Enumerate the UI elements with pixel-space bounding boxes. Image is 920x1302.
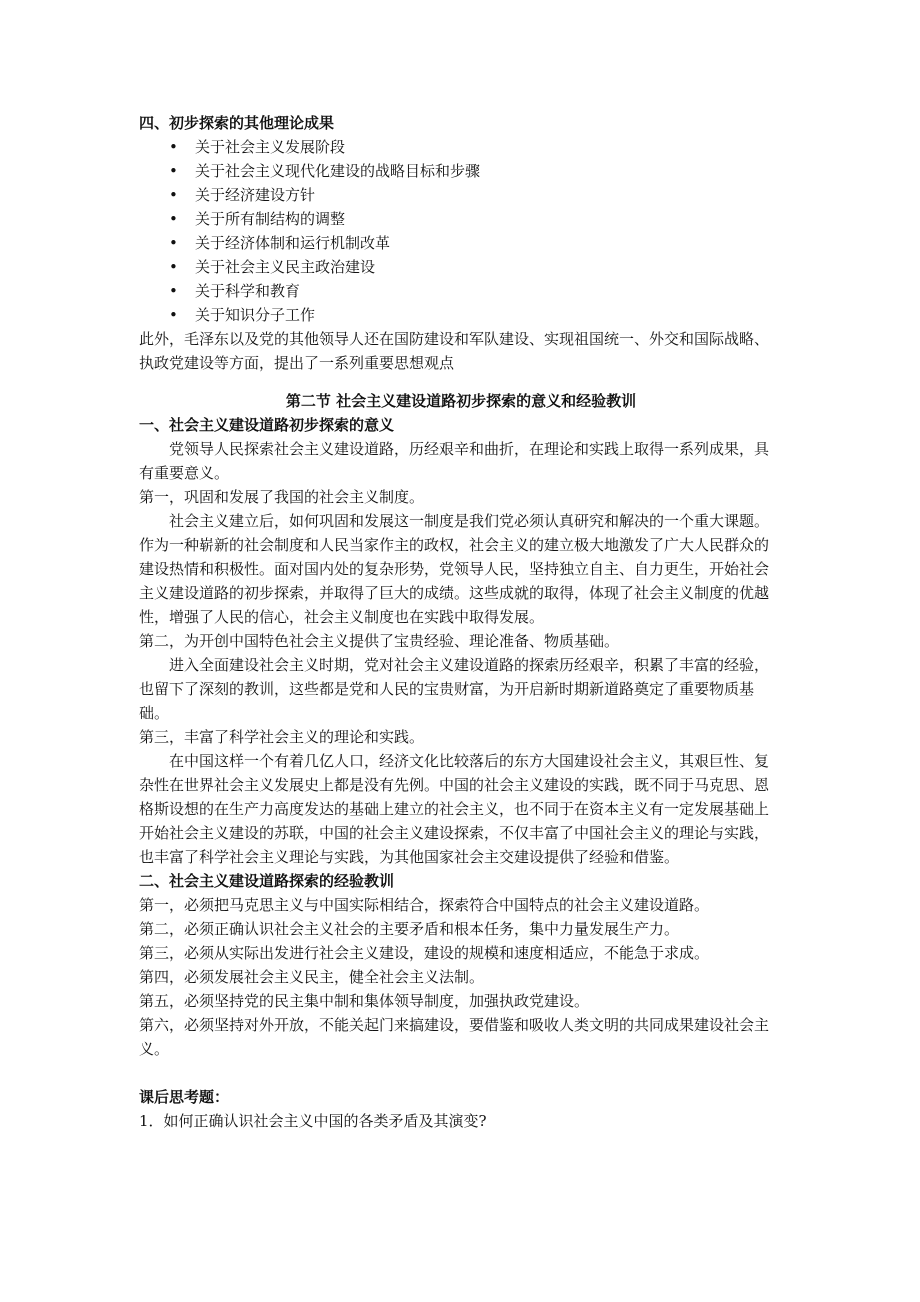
document-page (139, 111, 783, 1133)
lesson-item: 第六，必须坚持对外开放，不能关起门来搞建设，要借鉴和吸收人类文明的共同成果建设社会主义。 (139, 1016, 770, 1058)
list-item: • 关于经济体制和运行机制改革 (139, 231, 783, 255)
list-item: • 关于社会主义发展阶段 (139, 135, 783, 159)
lesson-item: 第二，必须正确认识社会主义社会的主要矛盾和根本任务，集中力量发展生产力。 (139, 920, 680, 938)
bullet-icon: • (169, 258, 178, 276)
lesson-item: 第一，必须把马克思主义与中国实际相结合，探索符合中国特点的社会主义建设道路。 (139, 896, 710, 914)
section-closing-paragraph: 此外，毛泽东以及党的其他领导人还在国防建设和军队建设、实现祖国统一、外交和国际战略、执政党建设等方面，提出了一系列重要思想观点 (139, 330, 770, 372)
point3-body: 在中国这样一个有着几亿人口，经济文化比较落后的东方大国建设社会主义，其艰巨性、复杂性在世界社会主义发展史上都是没有先例。中国的社会主义建设的实践，既不同于马克思、恩格斯设想的在生产力高度发达的基础上建立的社会主义，也不同于在资本主义有一定发展基础上开始社会主义建设的苏联，中国的社会主义建设探索，不仅丰富了中国社会主义的理论与实践，也丰富了科学社会主义理论与实践，为其他国家社会主交建设提供了经验和借鉴。 (139, 752, 770, 866)
list-item: • 关于所有制结构的调整 (139, 207, 783, 231)
achievement-list (139, 135, 783, 327)
homework-question: 1．如何正确认识社会主义中国的各类矛盾及其演变? (139, 1112, 487, 1130)
bullet-icon: • (169, 210, 178, 228)
point3-title: 第三，丰富了科学社会主义的理论和实践。 (139, 728, 425, 746)
point2-body: 进入全面建设社会主义时期，党对社会主义建设道路的探索历经艰辛，积累了丰富的经验，也留下了深刻的教训，这些都是党和人民的宝贵财富，为开启新时期新道路奠定了重要物质基础。 (139, 656, 770, 722)
lesson-item: 第五，必须坚持党的民主集中制和集体领导制度，加强执政党建设。 (139, 992, 590, 1010)
bullet-icon: • (169, 282, 178, 300)
point1-body: 社会主义建立后，如何巩固和发展这一制度是我们党必须认真研究和解决的一个重大课题。作为一种崭新的社会制度和人民当家作主的政权，社会主义的建立极大地激发了广大人民群众的建设热情和积极性。面对国内处的复杂形势，党领导人民，坚持独立自主、自力更生，开始社会主义建设道路的初步探索，并取得了巨大的成绩。这些成就的取得，体现了社会主义制度的优越性，增强了人民的信心，社会主义制度也在实践中取得发展。 (139, 512, 770, 626)
list-item: • 关于社会主义民主政治建设 (139, 255, 783, 279)
section-heading: 四、初步探索的其他理论成果 (139, 114, 335, 132)
bullet-icon: • (169, 234, 178, 252)
point2-title: 第二，为开创中国特色社会主义提供了宝贵经验、理论准备、物质基础。 (139, 632, 620, 650)
part1-intro: 党领导人民探索社会主义建设道路，历经艰辛和曲折，在理论和实践上取得一系列成果，具有重要意义。 (139, 440, 770, 482)
homework-heading: 课后思考题： (139, 1088, 230, 1106)
list-item: • 关于科学和教育 (139, 279, 783, 303)
part2-heading: 二、社会主义建设道路探索的经验教训 (139, 872, 395, 890)
bullet-icon: • (169, 162, 178, 180)
lesson-item: 第三，必须从实际出发进行社会主义建设，建设的规模和速度相适应，不能急于求成。 (139, 944, 710, 962)
chapter-title: 第二节 社会主义建设道路初步探索的意义和经验教训 (285, 392, 637, 410)
lesson-item: 第四，必须发展社会主义民主，健全社会主义法制。 (139, 968, 485, 986)
bullet-icon: • (169, 186, 178, 204)
list-item: • 关于经济建设方针 (139, 183, 783, 207)
list-item: • 关于知识分子工作 (139, 303, 783, 327)
point1-title: 第一，巩固和发展了我国的社会主义制度。 (139, 488, 425, 506)
bullet-icon: • (169, 138, 178, 156)
bullet-icon: • (169, 306, 178, 324)
list-item: • 关于社会主义现代化建设的战略目标和步骤 (139, 159, 783, 183)
part1-heading: 一、社会主义建设道路初步探索的意义 (139, 416, 395, 434)
